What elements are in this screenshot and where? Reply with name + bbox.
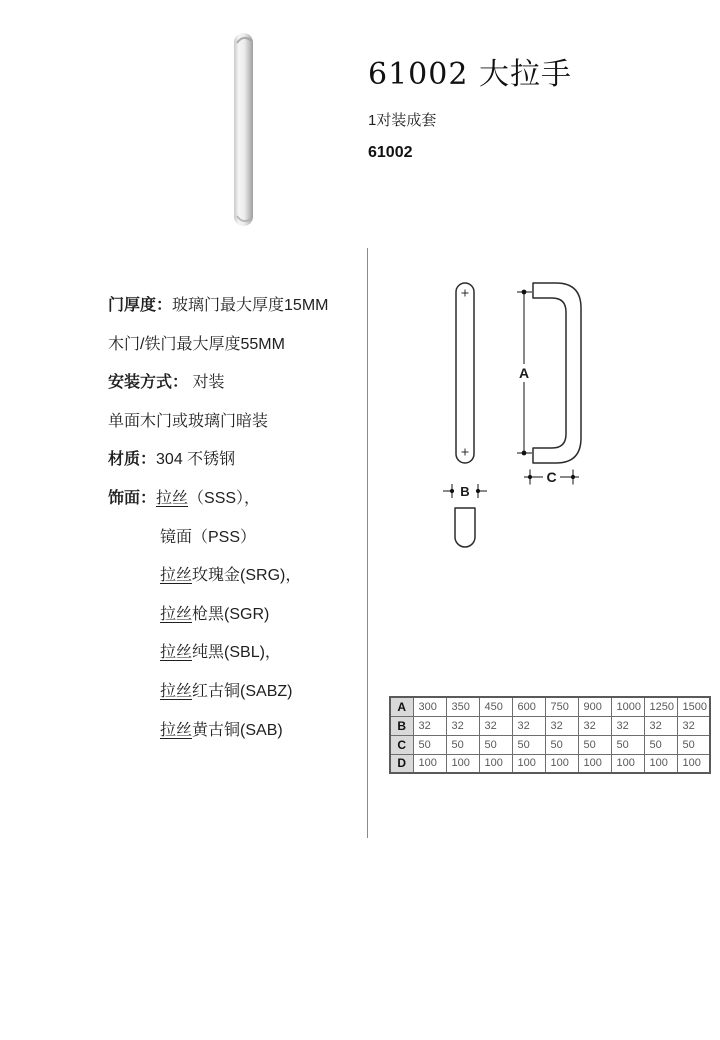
spec-text: 红古铜(SABZ) — [192, 682, 293, 700]
spec-line-5 — [108, 480, 363, 519]
size-table-grid — [389, 696, 711, 774]
spec-text: 黄古铜(SAB) — [192, 721, 283, 739]
spec-line-2 — [108, 364, 363, 403]
table-cell: 450 — [479, 697, 512, 716]
spec-line-8 — [108, 596, 363, 635]
table-cell: 32 — [677, 716, 710, 735]
column-divider — [367, 248, 368, 838]
table-cell: 300 — [413, 697, 446, 716]
dimension-b — [443, 484, 487, 499]
side-view — [533, 283, 581, 463]
size-table — [389, 696, 711, 774]
spec-text: 玫瑰金(SRG)， — [192, 567, 302, 585]
table-cell: 50 — [578, 735, 611, 754]
dim-b-label: B — [460, 484, 470, 499]
table-cell: 100 — [512, 754, 545, 773]
table-row — [390, 735, 710, 754]
row-label: C — [390, 735, 413, 754]
table-cell: 50 — [512, 735, 545, 754]
table-cell: 32 — [578, 716, 611, 735]
table-cell: 600 — [512, 697, 545, 716]
spec-text: 304 不锈钢 — [156, 451, 236, 469]
table-cell: 100 — [479, 754, 512, 773]
table-cell: 32 — [611, 716, 644, 735]
table-cell: 50 — [611, 735, 644, 754]
spec-text: （SSS）， — [188, 489, 261, 507]
table-cell: 32 — [446, 716, 479, 735]
dimension-a — [517, 290, 532, 456]
product-code: 61002 — [368, 144, 413, 161]
table-cell: 50 — [644, 735, 677, 754]
spec-line-7 — [108, 557, 363, 596]
header — [368, 52, 698, 163]
spec-label: 安装方式： — [108, 374, 189, 392]
spec-text: 纯黑(SBL)， — [192, 644, 281, 662]
spec-line-6 — [108, 519, 363, 558]
table-cell: 100 — [446, 754, 479, 773]
table-row — [390, 697, 710, 716]
dimension-c — [524, 469, 579, 485]
table-cell: 50 — [545, 735, 578, 754]
table-cell: 32 — [512, 716, 545, 735]
table-cell: 100 — [545, 754, 578, 773]
spec-underlined-term: 拉丝 — [160, 721, 193, 739]
spec-underlined-term: 拉丝 — [160, 644, 193, 662]
spec-text: 镜面（PSS） — [160, 528, 257, 546]
spec-label: 材质： — [108, 451, 157, 469]
row-label: B — [390, 716, 413, 735]
front-view — [456, 283, 474, 463]
handle-body — [234, 33, 253, 226]
spec-text: 枪黑(SGR) — [192, 605, 270, 623]
spec-underlined-term: 拉丝 — [156, 489, 189, 507]
spec-underlined-term: 拉丝 — [160, 605, 193, 623]
spec-text: 木门/铁门最大厚度55MM — [108, 335, 285, 353]
table-cell: 1250 — [644, 697, 677, 716]
table-cell: 32 — [479, 716, 512, 735]
table-cell: 50 — [446, 735, 479, 754]
spec-label: 门厚度： — [108, 297, 173, 314]
table-cell: 50 — [413, 735, 446, 754]
table-cell: 32 — [545, 716, 578, 735]
table-cell: 350 — [446, 697, 479, 716]
cross-section-view — [455, 508, 475, 547]
table-cell: 100 — [644, 754, 677, 773]
row-label: A — [390, 697, 413, 716]
dim-a-label: A — [518, 365, 530, 381]
spec-text: 玻璃门最大厚度15MM — [172, 297, 329, 314]
table-cell: 750 — [545, 697, 578, 716]
table-cell: 32 — [413, 716, 446, 735]
spec-list — [108, 287, 363, 750]
spec-text: 单面木门或玻璃门暗装 — [108, 412, 269, 430]
table-row — [390, 754, 710, 773]
table-cell: 32 — [644, 716, 677, 735]
spec-line-0 — [108, 287, 363, 326]
dim-c-label: C — [546, 469, 557, 485]
table-cell: 50 — [677, 735, 710, 754]
table-cell: 100 — [611, 754, 644, 773]
spec-line-10 — [108, 673, 363, 712]
spec-line-9 — [108, 634, 363, 673]
technical-drawing — [440, 270, 600, 570]
table-cell: 100 — [578, 754, 611, 773]
table-cell: 100 — [677, 754, 710, 773]
subtitle: 1对装成套 — [368, 112, 437, 129]
table-cell: 1000 — [611, 697, 644, 716]
spec-underlined-term: 拉丝 — [160, 682, 193, 700]
spec-line-1 — [108, 326, 363, 365]
table-cell: 1500 — [677, 697, 710, 716]
row-label: D — [390, 754, 413, 773]
product-photo — [228, 30, 260, 230]
table-cell: 50 — [479, 735, 512, 754]
spec-line-4 — [108, 441, 363, 480]
spec-underlined-term: 拉丝 — [160, 567, 193, 585]
spec-line-11 — [108, 712, 363, 751]
table-cell: 900 — [578, 697, 611, 716]
spec-text: 对装 — [188, 374, 225, 392]
spec-line-3 — [108, 403, 363, 442]
table-row — [390, 716, 710, 735]
spec-label: 饰面： — [108, 489, 157, 507]
table-cell: 100 — [413, 754, 446, 773]
page-title: 61002 大拉手 — [368, 57, 572, 92]
